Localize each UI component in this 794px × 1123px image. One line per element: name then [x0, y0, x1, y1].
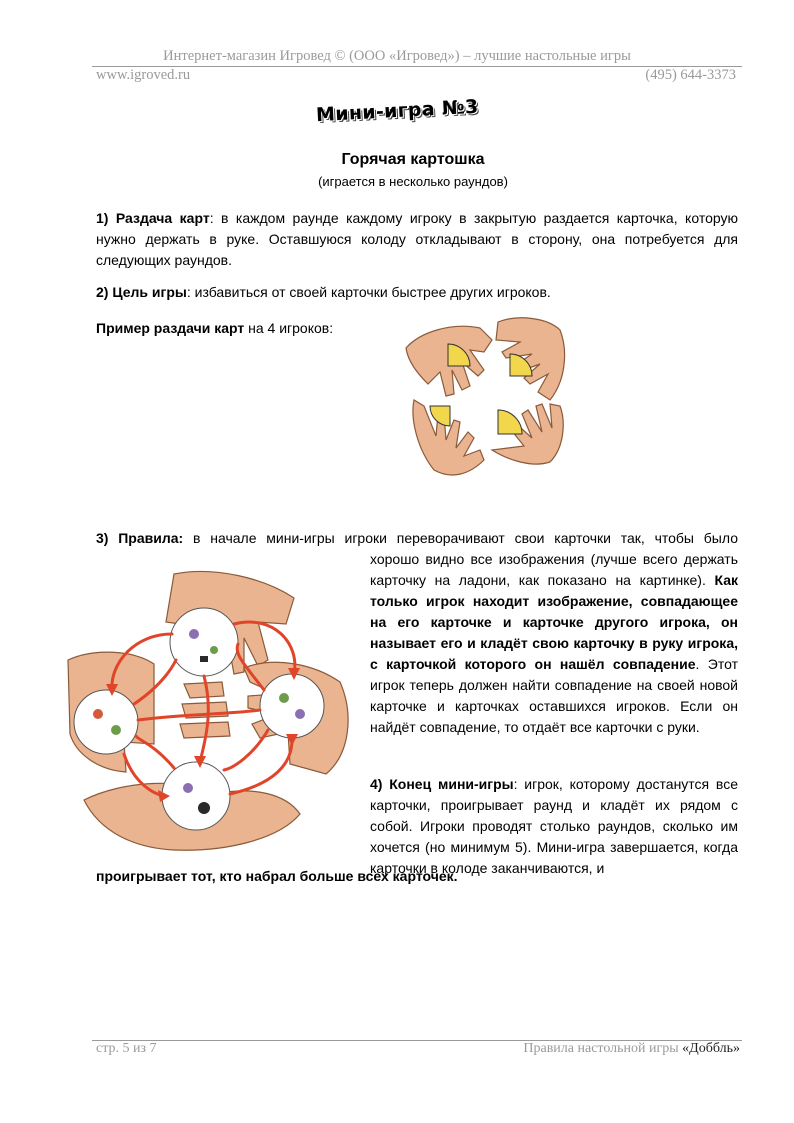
cards-matching-illustration: [64, 564, 360, 854]
card-yellow-4: [498, 410, 522, 434]
hand-center-fingers: [180, 682, 230, 738]
deal-example-label: Пример раздачи карт: [96, 320, 245, 336]
section-rules-text-end: . Этот игрок теперь должен найти совпадение на своей новой карточке и карточках оставшихся игроков. Если он найдёт совпадение, то отдаёт все карточки с руки.: [370, 656, 738, 735]
section-end: [370, 774, 738, 879]
arrow-bottom-left: [136, 736, 174, 768]
hands-deal-illustration: [400, 310, 572, 486]
section-rules-text-cont: хорошо видно все изображения (лучше всего держать карточку на ладони, как показано на картинке).: [370, 551, 738, 588]
section-deal-text: : в каждом раунде каждому игроку в закрытую раздается карточка, которую нужно держать в руке. Оставшуюся колоду откладывают в сторону, она потребуется для следующих раундов.: [96, 210, 738, 268]
footer-game-name: «Доббль»: [682, 1041, 740, 1056]
game-subtitle: (играется в несколько раундов): [318, 174, 508, 189]
header-website[interactable]: www.igroved.ru: [96, 67, 191, 83]
card-top: [170, 608, 238, 676]
section-deal-label: 1) Раздача карт: [96, 210, 210, 226]
section-rules-text-start: в начале мини-игры игроки переворачивают свои карточки так, чтобы было: [183, 530, 738, 546]
header-title: Интернет-магазин Игровед © (ООО «Игровед») – лучшие настольные игры: [163, 48, 631, 64]
card-bottom: [162, 762, 230, 830]
mini-game-title-text: Мини-игра №3: [315, 95, 479, 127]
footer-rules: [470, 1041, 740, 1057]
hand-top-right: [496, 318, 565, 400]
section-end-text: : игрок, которому достанутся все карточки, проигрывает раунд и кладёт их рядом с собой. Игроки проводят столько раундов, сколько им хочется (но минимум 5). Мини-игра завершается, когда карточки в колоде заканчиваются, и: [370, 776, 738, 876]
section-goal-text: : избавиться от своей карточки быстрее других игроков.: [186, 284, 551, 300]
section-rules-body: [370, 549, 738, 738]
section-end-label: 4) Конец мини-игры: [370, 776, 514, 792]
mini-game-title: [0, 95, 794, 127]
section-end-bold: проигрывает тот, кто набрал больше всех карточек.: [96, 868, 458, 884]
section-rules-label: 3) Правила:: [96, 530, 184, 546]
section-deal: [96, 208, 738, 271]
card-right: [260, 674, 324, 738]
card-left: [74, 690, 138, 754]
header-phone: (495) 644-3373: [645, 67, 736, 83]
arrow-bottom-right: [230, 740, 292, 794]
section-goal: [96, 282, 738, 303]
section-goal-label: 2) Цель игры: [96, 284, 187, 300]
section-end-final: [96, 866, 738, 887]
footer-page-number: стр. 5 из 7: [96, 1041, 157, 1056]
card-yellow-3: [430, 406, 450, 426]
section-rules-bold: Как только игрок находит изображение, совпадающее на его карточке и карточке другого игрока, он называет его и кладёт свою карточку в руку игрока, с карточкой которого он нашёл совпадение: [370, 572, 738, 672]
footer-rules-text: Правила настольной игры: [523, 1041, 679, 1056]
game-title: Горячая картошка: [341, 151, 485, 168]
section-rules-first-line: [96, 528, 738, 549]
deal-example-text: на 4 игроков:: [244, 320, 334, 336]
